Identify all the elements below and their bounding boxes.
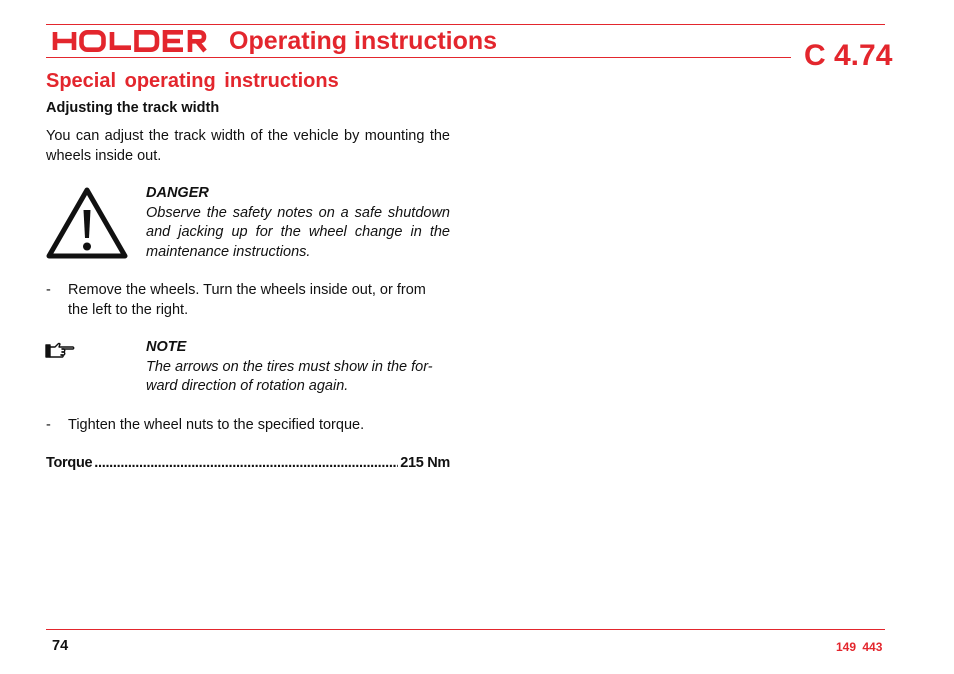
footer-rule	[46, 629, 885, 630]
note-notice	[146, 338, 450, 397]
holder-logo	[51, 26, 207, 56]
subheading: Adjusting the track width	[46, 100, 220, 116]
step-text: Remove the wheels. Turn the wheels inside out, or from the left to the right.	[68, 282, 426, 318]
spec-value: 215 Nm	[400, 455, 450, 471]
danger-text: Observe the safety notes on a safe shutdown and jacking up for the wheel change in the maintenance instructions.	[146, 204, 450, 260]
spec-name: Torque	[46, 455, 93, 471]
intro-paragraph: You can adjust the track width of the vehicle by mounting the wheels inside out.	[46, 128, 450, 164]
section-title: Special operating instructions	[46, 70, 339, 92]
danger-notice	[146, 184, 450, 262]
page-number: 74	[52, 638, 69, 654]
note-text-line2: ward direction of rotation again.	[146, 378, 349, 394]
step-remove-wheels	[46, 280, 450, 320]
torque-spec-row	[46, 453, 450, 473]
danger-label: DANGER	[146, 185, 209, 201]
section-code: C 4.74	[804, 39, 893, 72]
pointing-hand-icon	[45, 341, 75, 359]
step-text: Tighten the wheel nuts to the specified torque.	[68, 417, 365, 433]
step-bullet: -	[46, 282, 51, 298]
note-label: NOTE	[146, 339, 187, 355]
document-number: 149 443	[836, 640, 883, 654]
header-title: Operating instructions	[229, 27, 498, 55]
header-underline	[46, 57, 791, 58]
step-bullet: -	[46, 417, 51, 433]
spec-dot-leader	[94, 453, 398, 473]
step-tighten-nuts	[46, 415, 450, 435]
warning-triangle-icon	[45, 186, 129, 260]
note-text-line1: The arrows on the tires must show in the for-	[146, 358, 433, 375]
